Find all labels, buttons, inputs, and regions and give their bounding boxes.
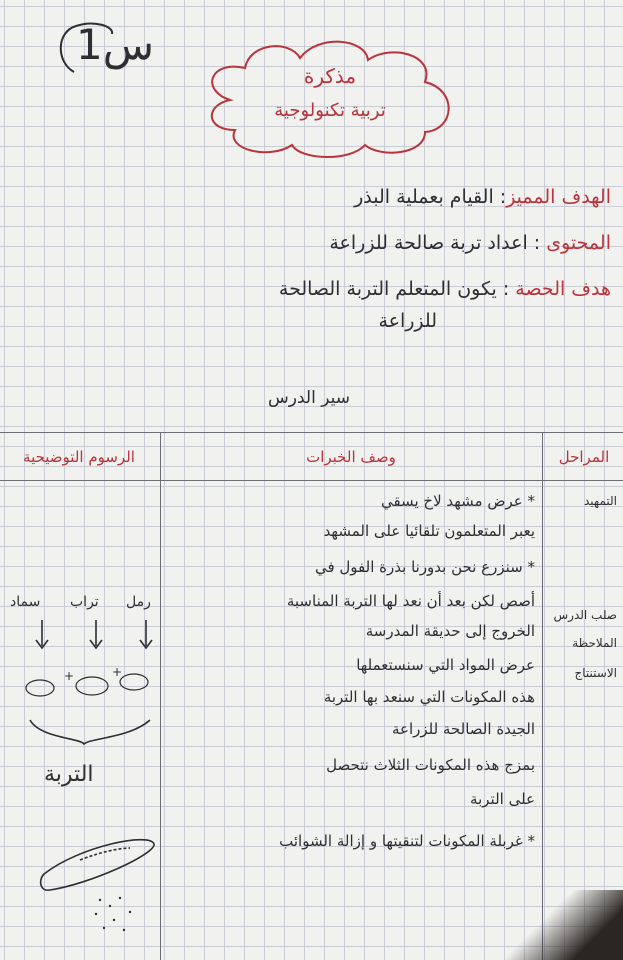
description-line: * غربلة المكونات لتنقيتها و إزالة الشوائب	[279, 832, 535, 850]
title-cloud	[200, 30, 460, 160]
description-line: هذه المكونات التي سنعد بها التربة	[323, 688, 535, 706]
svg-text:+: +	[64, 669, 75, 683]
label-fertilizer: سماد	[10, 594, 41, 610]
column-header-description: وصف الخبرات	[306, 448, 396, 466]
page-number	[54, 12, 155, 82]
title-line-2: تربية تكنولوجية	[274, 100, 386, 121]
page-number-text: س1	[76, 20, 155, 69]
stage-core-3: الاستنتاج	[574, 666, 617, 680]
description-line: بمزج هذه المكونات الثلاث نتحصل	[326, 756, 535, 774]
objective-label: الهدف المميز	[506, 186, 611, 208]
description-line: أصص لكن بعد أن نعد لها التربة المناسبة	[286, 592, 535, 610]
objective-row: الهدف المميز: القيام بعملية البذر	[354, 186, 611, 208]
material-piles	[26, 665, 148, 696]
stage-core-1: صلب الدرس	[553, 608, 617, 622]
description-line: * عرض مشهد لاخ يسقي	[380, 492, 535, 510]
cloud-shape	[200, 30, 460, 160]
down-arrow-icon	[36, 620, 152, 648]
lesson-progress-title: سير الدرس	[268, 388, 350, 408]
table-top-border	[0, 432, 623, 433]
stage-core-2: الملاحظة	[572, 636, 617, 650]
brace-icon	[30, 720, 150, 744]
column-header-illustrations: الرسوم التوضيحية	[23, 448, 135, 466]
content-row: المحتوى : اعداد تربة صالحة للزراعة	[329, 232, 611, 254]
session-goal-value-1: يكون المتعلم التربة الصالحة	[278, 278, 497, 300]
objective-value: القيام بعملية البذر	[354, 186, 494, 208]
content-label: المحتوى	[546, 232, 611, 254]
description-line: عرض المواد التي سنستعملها	[356, 656, 535, 674]
page-shadow	[493, 890, 623, 960]
session-goal-row: هدف الحصة : يكون المتعلم التربة الصالحة	[278, 278, 611, 300]
svg-text:+: +	[112, 665, 123, 679]
content-value: اعداد تربة صالحة للزراعة	[329, 232, 528, 254]
description-line: الخروج إلى حديقة المدرسة	[365, 622, 535, 640]
session-goal-value-2: للزراعة	[378, 310, 437, 332]
stage-intro: التمهيد	[584, 494, 617, 508]
label-result-soil: التربة	[44, 762, 94, 787]
column-header-stages: المراحل	[558, 448, 610, 466]
table-divider-left	[160, 432, 161, 960]
description-line: على التربة	[470, 790, 535, 808]
table-divider-right	[542, 432, 543, 960]
description-line: يعبر المتعلمون تلقائيا على المشهد	[323, 522, 535, 540]
table-header-border	[0, 480, 623, 481]
session-goal-label: هدف الحصة	[515, 278, 611, 300]
description-line: * سنزرع نحن بدورنا بذرة الفول في	[314, 558, 535, 576]
label-soil: تراب	[70, 594, 99, 610]
description-line: الجيدة الصالحة للزراعة	[391, 720, 535, 738]
label-sand: رمل	[126, 594, 151, 610]
title-line-1: مذكرة	[303, 64, 357, 88]
sieve-icon	[41, 840, 154, 932]
